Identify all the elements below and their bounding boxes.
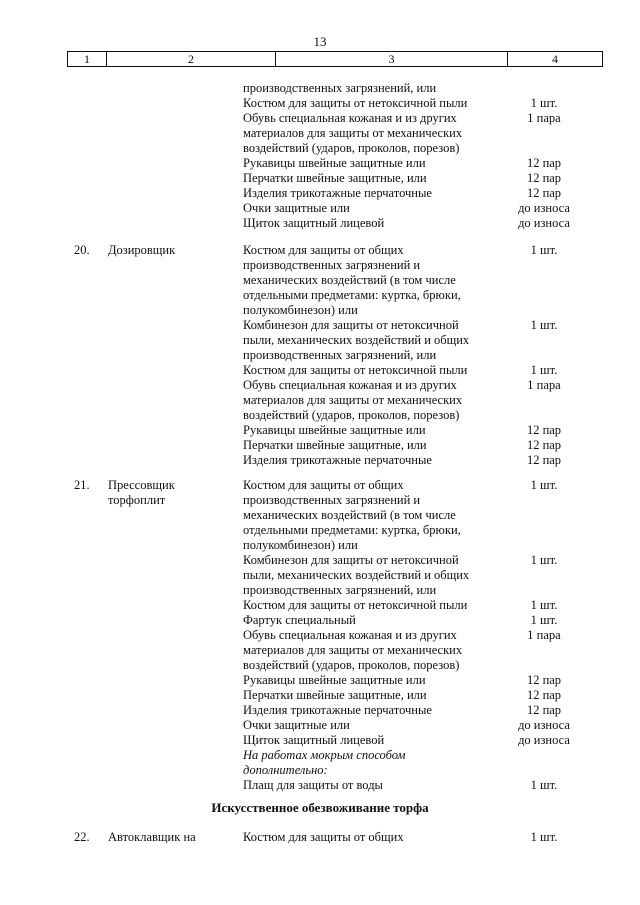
item-quantity: 12 пар xyxy=(526,423,562,437)
item-quantity: до износа xyxy=(518,216,570,230)
item-quantity: 12 пар xyxy=(526,688,562,702)
item-quantity: 12 пар xyxy=(526,171,562,185)
profession-name: Автоклавщик на xyxy=(108,830,196,844)
item-text: производственных загрязнений и xyxy=(243,258,421,272)
item-text: Костюм для защиты от общих xyxy=(243,243,404,257)
item-text: Перчатки швейные защитные, или xyxy=(243,438,427,452)
item-text: Рукавицы швейные защитные или xyxy=(243,673,426,687)
header-col-2: 2 xyxy=(107,52,276,66)
item-quantity: 1 пара xyxy=(527,378,561,392)
page-number: 13 xyxy=(313,34,327,49)
item-quantity: 12 пар xyxy=(526,186,562,200)
profession-name: торфоплит xyxy=(108,493,166,507)
item-text: Изделия трикотажные перчаточные xyxy=(243,453,432,467)
item-text: полукомбинезон) или xyxy=(243,538,358,552)
section-title: Искусственное обезвоживание торфа xyxy=(211,800,429,815)
item-note: На работах мокрым способом xyxy=(243,748,406,762)
item-quantity: 1 шт. xyxy=(530,830,558,844)
item-text: Рукавицы швейные защитные или xyxy=(243,423,426,437)
item-text: пыли, механических воздействий и общих xyxy=(243,568,470,582)
item-text: материалов для защиты от механических xyxy=(243,126,463,140)
item-quantity: 12 пар xyxy=(526,673,562,687)
item-quantity: 1 шт. xyxy=(530,778,558,792)
item-quantity: 1 шт. xyxy=(530,553,558,567)
item-text: Комбинезон для защиты от нетоксичной xyxy=(243,318,459,332)
item-text: Обувь специальная кожаная и из других xyxy=(243,111,457,125)
item-quantity: 1 шт. xyxy=(530,613,558,627)
header-col-4: 4 xyxy=(552,52,558,66)
item-text: Изделия трикотажные перчаточные xyxy=(243,186,432,200)
header-col-1: 1 xyxy=(68,52,107,66)
item-quantity: 12 пар xyxy=(526,703,562,717)
item-text: Комбинезон для защиты от нетоксичной xyxy=(243,553,459,567)
item-text: Очки защитные или xyxy=(243,201,350,215)
item-text: Плащ для защиты от воды xyxy=(243,778,383,792)
item-quantity: до износа xyxy=(518,733,570,747)
item-text: производственных загрязнений и xyxy=(243,493,421,507)
item-quantity: 1 пара xyxy=(527,111,561,125)
item-quantity: 1 шт. xyxy=(530,318,558,332)
item-quantity: 12 пар xyxy=(526,438,562,452)
item-text: Костюм для защиты от нетоксичной пыли xyxy=(243,96,468,110)
item-quantity: до износа xyxy=(518,201,570,215)
item-text: Костюм для защиты от общих xyxy=(243,478,404,492)
item-text: Костюм для защиты от нетоксичной пыли xyxy=(243,598,468,612)
item-text: Изделия трикотажные перчаточные xyxy=(243,703,432,717)
item-quantity: 1 шт. xyxy=(530,243,558,257)
item-text: Рукавицы швейные защитные или xyxy=(243,156,426,170)
item-quantity: 12 пар xyxy=(526,156,562,170)
item-text: Фартук специальный xyxy=(243,613,356,627)
row-number: 22. xyxy=(74,830,90,844)
item-text: Костюм для защиты от нетоксичной пыли xyxy=(243,363,468,377)
item-text: механических воздействий (в том числе xyxy=(243,273,456,287)
item-quantity: 1 шт. xyxy=(530,96,558,110)
item-text: материалов для защиты от механических xyxy=(243,643,463,657)
item-text: отдельными предметами: куртка, брюки, xyxy=(243,523,461,537)
item-text: механических воздействий (в том числе xyxy=(243,508,456,522)
item-quantity: до износа xyxy=(518,718,570,732)
item-text: Обувь специальная кожаная и из других xyxy=(243,628,457,642)
row-number: 21. xyxy=(74,478,90,492)
item-text: пыли, механических воздействий и общих xyxy=(243,333,470,347)
item-text: Перчатки швейные защитные, или xyxy=(243,688,427,702)
item-text: воздействий (ударов, проколов, порезов) xyxy=(243,408,460,422)
item-text: производственных загрязнений, или xyxy=(243,583,437,597)
profession-name: Прессовщик xyxy=(108,478,175,492)
item-text: воздействий (ударов, проколов, порезов) xyxy=(243,141,460,155)
item-quantity: 1 шт. xyxy=(530,478,558,492)
item-note: дополнительно: xyxy=(243,763,328,777)
item-text: Щиток защитный лицевой xyxy=(243,216,385,230)
item-quantity: 1 шт. xyxy=(530,363,558,377)
row-number: 20. xyxy=(74,243,90,257)
item-text: Очки защитные или xyxy=(243,718,350,732)
header-col-3: 3 xyxy=(276,52,508,66)
item-text: производственных загрязнений, или xyxy=(243,81,437,95)
profession-name: Дозировщик xyxy=(108,243,176,257)
item-text: Перчатки швейные защитные, или xyxy=(243,171,427,185)
item-text: полукомбинезон) или xyxy=(243,303,358,317)
item-quantity: 1 пара xyxy=(527,628,561,642)
item-text: воздействий (ударов, проколов, порезов) xyxy=(243,658,460,672)
table-header xyxy=(67,51,603,67)
item-text: производственных загрязнений, или xyxy=(243,348,437,362)
item-text: Обувь специальная кожаная и из других xyxy=(243,378,457,392)
item-quantity: 1 шт. xyxy=(530,598,558,612)
item-text: материалов для защиты от механических xyxy=(243,393,463,407)
item-text: отдельными предметами: куртка, брюки, xyxy=(243,288,461,302)
item-text: Щиток защитный лицевой xyxy=(243,733,385,747)
item-text: Костюм для защиты от общих xyxy=(243,830,404,844)
item-quantity: 12 пар xyxy=(526,453,562,467)
